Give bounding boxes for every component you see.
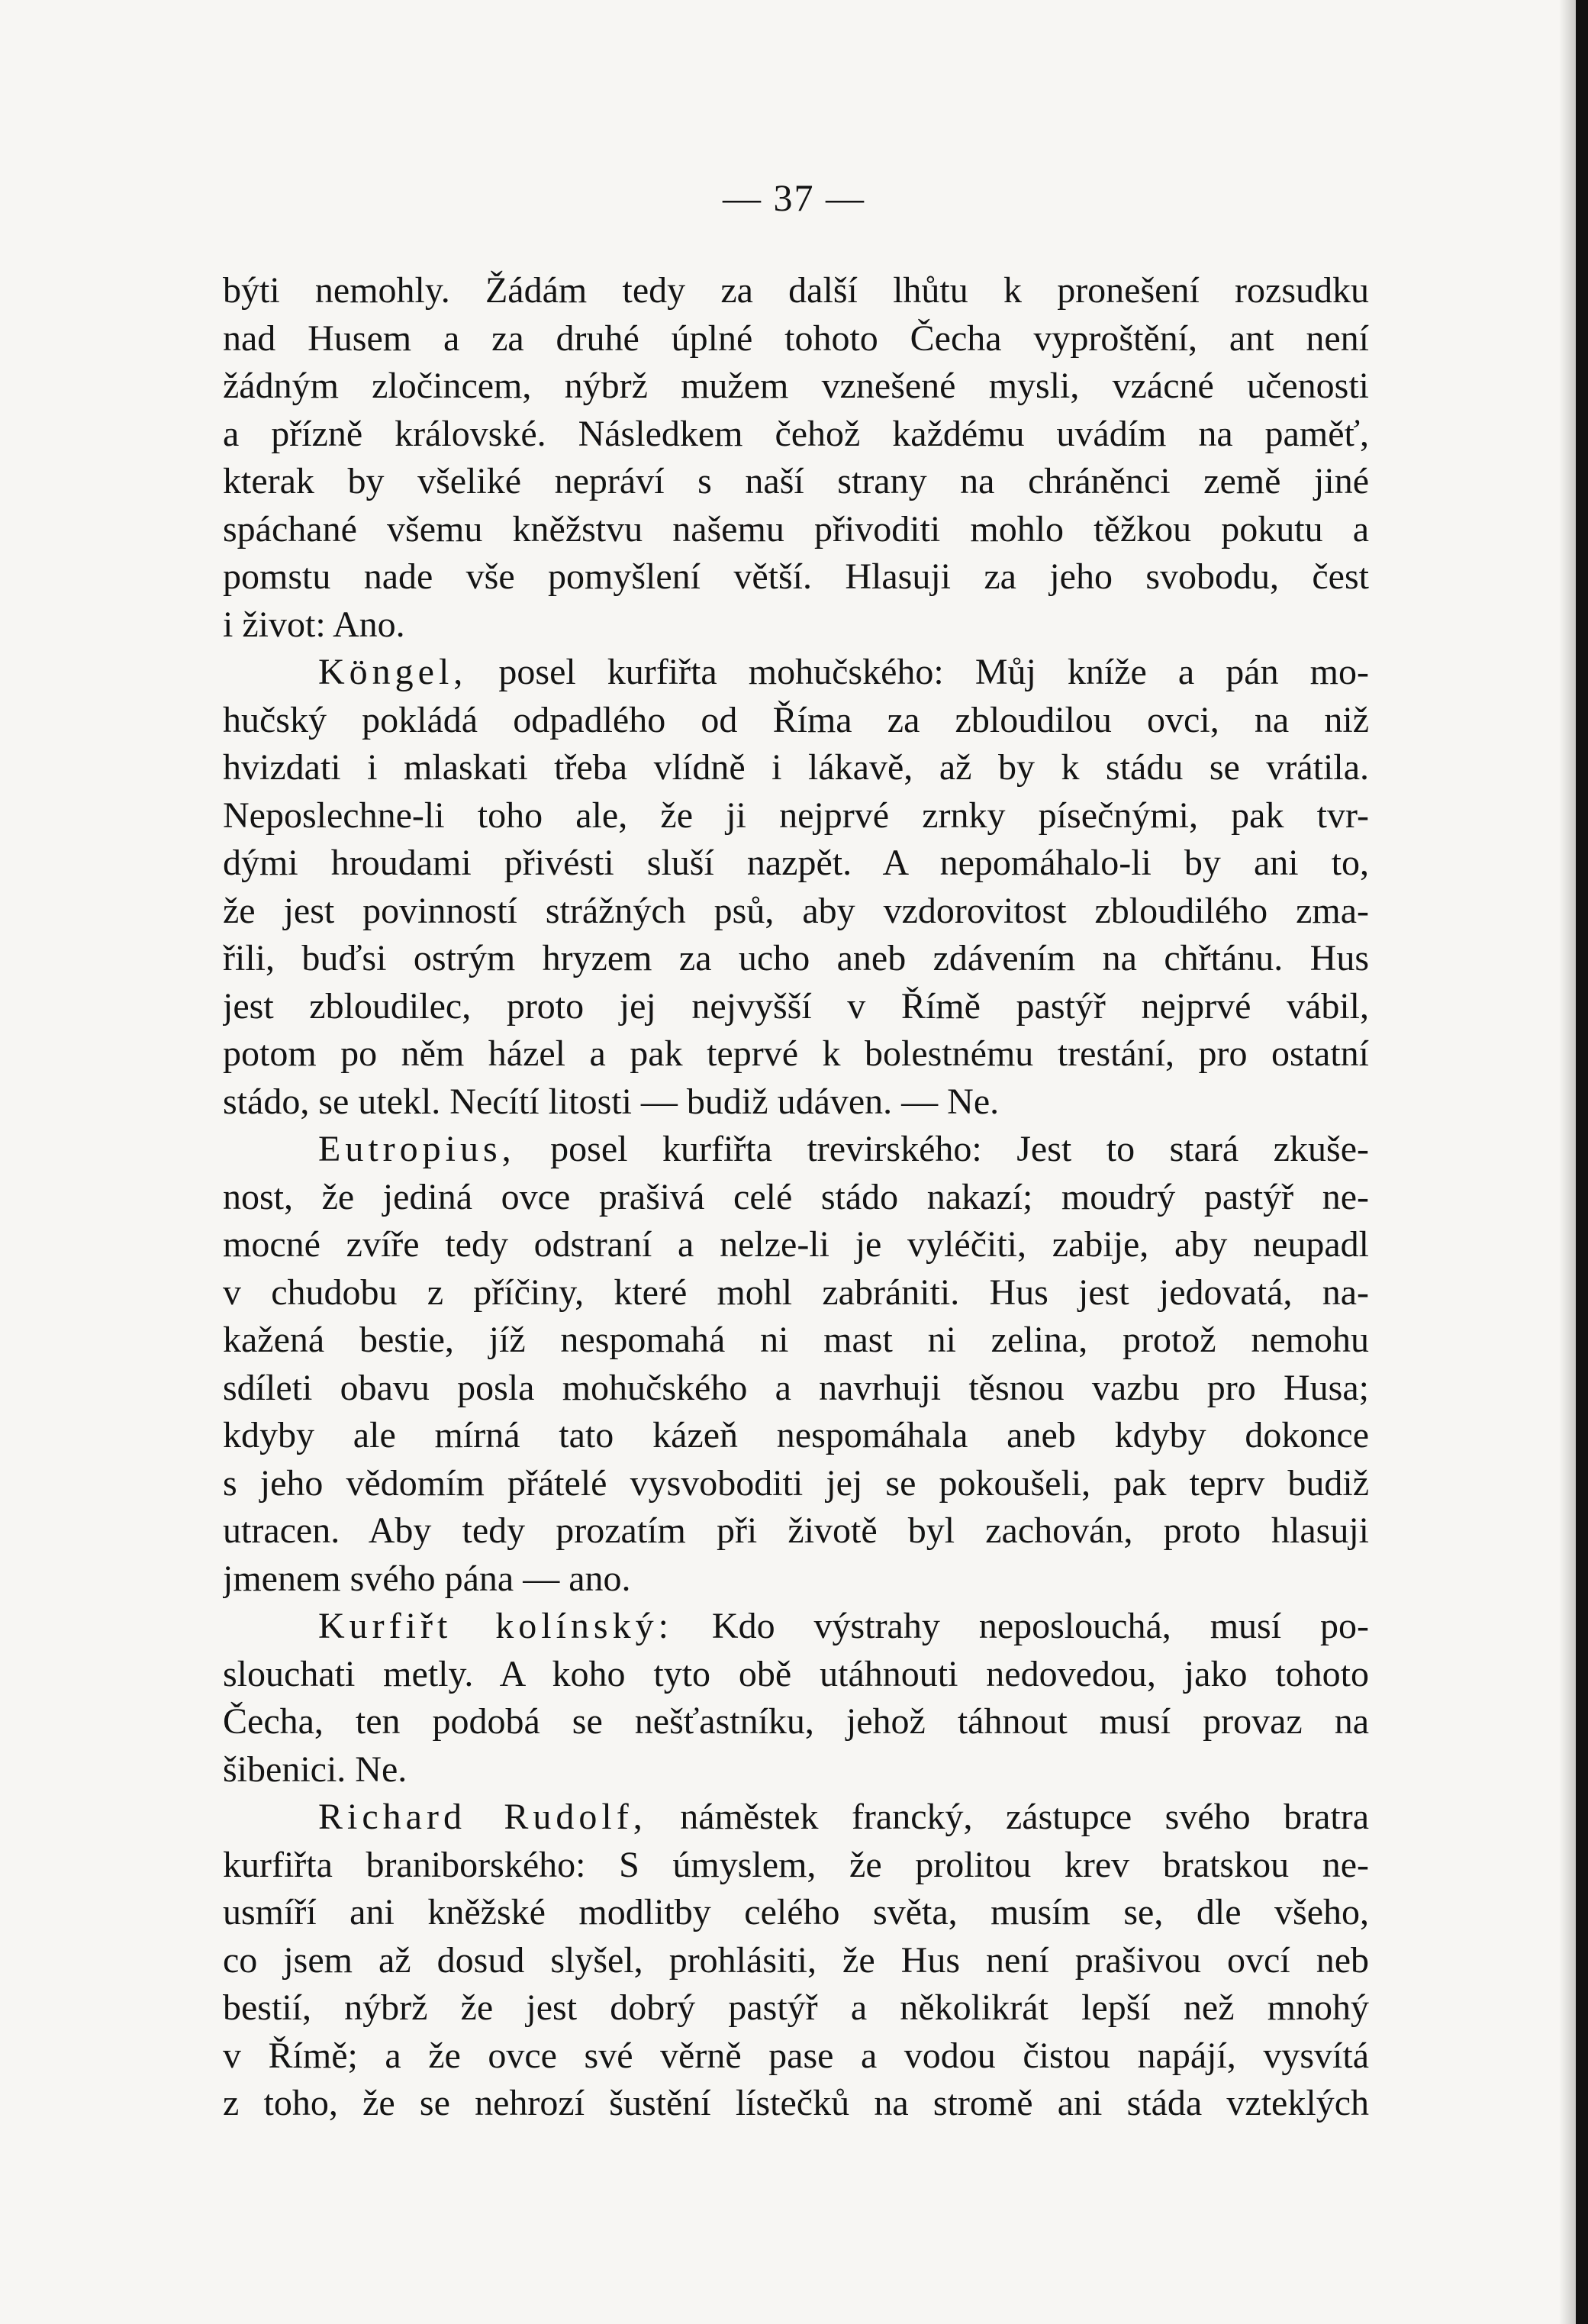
text-line: sdíleti obavu posla mohučského a navrhuji těsnou vazbu pro Husa; — [223, 1367, 1369, 1408]
paragraph-start-richard — [223, 1794, 1369, 1842]
paragraph-start-kongel — [223, 649, 1369, 697]
text-line: jest zbloudilec, proto jej nejvyšší v Římě pastýř nejprvé vábil, — [223, 985, 1369, 1027]
speaker-name: Kurfiřt kolínský: — [318, 1606, 673, 1646]
text-line: žádným zločincem, nýbrž mužem vznešené mysli, vzácné učenosti — [223, 366, 1369, 406]
text-line: kdyby ale mírná tato kázeň nespomáhala aneb kdyby dokonce — [223, 1415, 1369, 1455]
text-line: s jeho vědomím přátelé vysvoboditi jej se pokoušeli, pak teprv budiž — [223, 1462, 1369, 1504]
text-line: nad Husem a za druhé úplné tohoto Čecha vyproštění, ant není — [223, 317, 1369, 359]
text-line: posel kurfiřta trevirského: Jest to stará zkuše- — [550, 1129, 1369, 1169]
text-line: kterak by všeliké nepráví s naší strany na chráněnci země jiné — [223, 461, 1369, 501]
text-line: stádo, se utekl. Necítí litosti — budiž udáven. — Ne. — [223, 1081, 1000, 1122]
text-line: Kdo výstrahy neposlouchá, musí po- — [711, 1606, 1369, 1646]
text-line: dými hroudami přivésti sluší nazpět. A nepomáhalo-li by ani to, — [223, 843, 1369, 883]
text-line: v Římě; a že ovce své věrně pase a vodou čistou napájí, vysvítá — [223, 2035, 1369, 2076]
text-line: hvizdati i mlaskati třeba vlídně i lákavě, až by k stádu se vrátila. — [223, 747, 1369, 788]
text-line: býti nemohly. Žádám tedy za další lhůtu k pronešení rozsudku — [223, 270, 1369, 311]
text-line: i život: Ano. — [223, 604, 405, 645]
text-line: z toho, že se nehrozí šustění lístečků na stromě ani stáda vzteklých — [223, 2083, 1369, 2123]
speaker-name: Richard Rudolf, — [318, 1797, 647, 1837]
speaker-name: Eutropius, — [318, 1129, 516, 1169]
text-line: řili, buďsi ostrým hryzem za ucho aneb zdávením na chřtánu. Hus — [223, 938, 1369, 978]
text-line: utracen. Aby tedy prozatím při životě byl zachován, proto hlasuji — [223, 1510, 1369, 1551]
text-line: v chudobu z příčiny, které mohl zabrániti. Hus jest jedovatá, na- — [223, 1272, 1369, 1313]
text-line: kurfiřta braniborského: S úmyslem, že prolitou krev bratskou ne- — [223, 1844, 1369, 1885]
text-line: pomstu nade vše pomyšlení větší. Hlasuji za jeho svobodu, čest — [223, 556, 1369, 597]
text-line: Čecha, ten podobá se nešťastníku, jehož táhnout musí provaz na — [223, 1701, 1369, 1742]
text-line: nost, že jediná ovce prašivá celé stádo nakazí; moudrý pastýř ne- — [223, 1176, 1369, 1217]
page-number: — 37 — — [723, 176, 865, 219]
text-line: mocné zvíře tedy odstraní a nelze-li je vyléčiti, zabije, aby neupadl — [223, 1224, 1369, 1265]
speaker-name: Köngel, — [318, 652, 468, 692]
page-edge-shadow — [1559, 0, 1576, 2324]
text-line: bestií, nýbrž že jest dobrý pastýř a několikrát lepší než mnohý — [223, 1987, 1369, 2028]
text-line: že jest povinností strážných psů, aby vzdorovitost zbloudilého zma- — [223, 890, 1369, 931]
text-line: hučský pokládá odpadlého od Říma za zbloudilou ovci, na niž — [223, 699, 1369, 740]
text-line: co jsem až dosud slyšel, prohlásiti, že Hus není prašivou ovcí neb — [223, 1939, 1369, 1981]
text-line: slouchati metly. A koho tyto obě utáhnouti nedovedou, jako tohoto — [223, 1653, 1369, 1694]
paragraph-start-kolinsky — [223, 1603, 1369, 1651]
text-line: náměstek francký, zástupce svého bratra — [680, 1797, 1369, 1837]
text-line: a přízně královské. Následkem čehož každému uvádím na paměť, — [223, 413, 1369, 454]
text-line: usmíří ani kněžské modlitby celého světa, musím se, dle všeho, — [223, 1892, 1369, 1932]
text-line: potom po něm házel a pak teprvé k bolestnému trestání, pro ostatní — [223, 1033, 1369, 1074]
paragraph-start-eutropius — [223, 1126, 1369, 1174]
page-edge — [1576, 0, 1588, 2324]
text-line: šibenici. Ne. — [223, 1749, 407, 1790]
text-line: spáchané všemu kněžstvu našemu přivoditi mohlo těžkou pokutu a — [223, 508, 1369, 550]
text-line: kažená bestie, jíž nespomahá ni mast ni zelina, protož nemohu — [223, 1320, 1369, 1360]
text-line: jmenem svého pána — ano. — [223, 1558, 631, 1599]
text-line: posel kurfiřta mohučského: Můj kníže a pán mo- — [498, 652, 1369, 692]
text-line: Neposlechne-li toho ale, že ji nejprvé zrnky písečnými, pak tvr- — [223, 795, 1369, 836]
body-text — [223, 267, 1369, 2128]
